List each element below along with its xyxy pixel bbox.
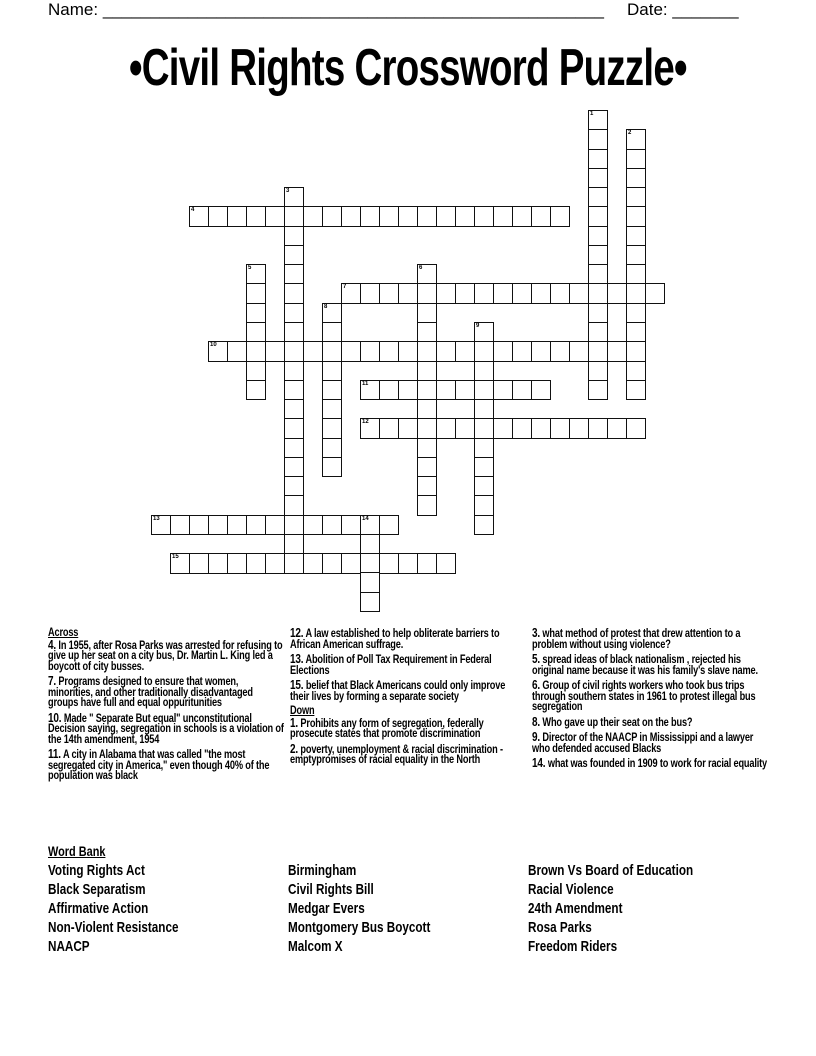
crossword-cell[interactable]: [341, 553, 361, 573]
crossword-cell[interactable]: [303, 553, 323, 573]
crossword-cell[interactable]: [417, 399, 437, 419]
crossword-cell[interactable]: [322, 206, 342, 226]
crossword-cell[interactable]: [512, 380, 532, 400]
crossword-cell[interactable]: [417, 476, 437, 496]
crossword-cell[interactable]: [474, 438, 494, 458]
crossword-cell[interactable]: [645, 283, 665, 303]
crossword-cell[interactable]: [227, 206, 247, 226]
crossword-cell[interactable]: [379, 515, 399, 535]
crossword-cell[interactable]: [626, 361, 646, 381]
word-bank-item: Non-Violent Resistance: [48, 919, 179, 936]
crossword-cell[interactable]: [189, 553, 209, 573]
word-bank-item: Freedom Riders: [528, 938, 618, 955]
crossword-cell[interactable]: [246, 303, 266, 323]
clue-item: [290, 680, 518, 702]
crossword-cell[interactable]: [626, 168, 646, 188]
crossword-cell[interactable]: [246, 283, 266, 303]
clue-item: [290, 654, 518, 676]
crossword-cell[interactable]: [436, 380, 456, 400]
crossword-cell[interactable]: [474, 283, 494, 303]
crossword-cell[interactable]: [284, 322, 304, 342]
crossword-cell[interactable]: [322, 380, 342, 400]
clue-number-label: 13.: [290, 652, 304, 666]
clue-number: 2: [628, 130, 632, 137]
crossword-cell[interactable]: [588, 206, 608, 226]
crossword-cell[interactable]: [398, 380, 418, 400]
clue-number-label: 1.: [290, 715, 299, 730]
word-bank-item: Birmingham: [288, 862, 357, 879]
date-blank: _______: [672, 0, 739, 19]
crossword-cell[interactable]: [626, 129, 646, 149]
crossword-cell[interactable]: [474, 476, 494, 496]
clue-number-label: 15.: [290, 678, 304, 692]
clue-number: 1: [590, 111, 594, 117]
crossword-cell[interactable]: [246, 361, 266, 381]
crossword-cell[interactable]: [227, 553, 247, 573]
crossword-cell[interactable]: [569, 418, 589, 438]
clue-number: 3: [286, 188, 290, 195]
crossword-cell[interactable]: [246, 341, 266, 361]
crossword-cell[interactable]: [379, 553, 399, 573]
crossword-cell[interactable]: [284, 534, 304, 554]
crossword-cell[interactable]: [626, 264, 646, 284]
crossword-cell[interactable]: [588, 187, 608, 207]
crossword-cell[interactable]: [360, 283, 380, 303]
word-bank-item: Brown Vs Board of Education: [528, 862, 694, 879]
crossword-cell[interactable]: [284, 341, 304, 361]
clues-column-3: [532, 628, 772, 774]
crossword-cell[interactable]: [531, 418, 551, 438]
crossword-cell[interactable]: [360, 592, 380, 612]
clue-text: A law established to help obliterate barriers to African American suffrage.: [290, 628, 500, 651]
clue-text: Programs designed to ensure that women, minorities, and other traditionally disadvantaged groups have full and equal oppuritunities: [48, 676, 253, 709]
crossword-cell[interactable]: [588, 361, 608, 381]
crossword-cell[interactable]: [417, 361, 437, 381]
crossword-cell[interactable]: [569, 283, 589, 303]
clue-number: 4: [191, 207, 195, 214]
clue-number: 8: [324, 303, 328, 310]
crossword-cell[interactable]: [417, 303, 437, 323]
crossword-cell[interactable]: [360, 418, 380, 438]
crossword-cell[interactable]: [360, 206, 380, 226]
clue-number-label: 9.: [532, 730, 541, 744]
crossword-cell[interactable]: [417, 553, 437, 573]
crossword-cell[interactable]: [265, 341, 285, 361]
clue-item: [48, 676, 284, 709]
crossword-cell[interactable]: [189, 206, 209, 226]
crossword-cell[interactable]: [493, 283, 513, 303]
word-bank-column-3: [528, 861, 693, 956]
crossword-cell[interactable]: [512, 341, 532, 361]
crossword-cell[interactable]: [322, 457, 342, 477]
clue-number: 11: [362, 380, 369, 387]
clue-number-label: 14.: [532, 756, 546, 770]
crossword-cell[interactable]: [493, 206, 513, 226]
crossword-cell[interactable]: [284, 226, 304, 246]
word-bank-item: Racial Violence: [528, 881, 614, 898]
crossword-cell[interactable]: [417, 341, 437, 361]
crossword-cell[interactable]: [284, 515, 304, 535]
crossword-cell[interactable]: [379, 206, 399, 226]
crossword-cell[interactable]: [208, 341, 228, 361]
crossword-cell[interactable]: [246, 553, 266, 573]
crossword-cell[interactable]: [493, 341, 513, 361]
crossword-cell[interactable]: [417, 380, 437, 400]
crossword-cell[interactable]: [322, 399, 342, 419]
clue-text: Group of civil rights workers who took bus trips through southern states in 1961 to protest illegal bus segregation: [532, 680, 756, 713]
crossword-cell[interactable]: [284, 495, 304, 515]
crossword-cell[interactable]: [474, 322, 494, 342]
clue-number: 5: [248, 265, 252, 272]
clue-item: [48, 637, 284, 673]
crossword-cell[interactable]: [265, 515, 285, 535]
crossword-cell[interactable]: [455, 206, 475, 226]
crossword-cell[interactable]: [607, 418, 627, 438]
crossword-cell[interactable]: [246, 322, 266, 342]
crossword-cell[interactable]: [322, 303, 342, 323]
crossword-cell[interactable]: [284, 553, 304, 573]
clue-item: [48, 749, 284, 782]
crossword-cell[interactable]: [284, 245, 304, 265]
crossword-cell[interactable]: [436, 418, 456, 438]
crossword-cell[interactable]: [398, 418, 418, 438]
crossword-cell[interactable]: [265, 206, 285, 226]
crossword-cell[interactable]: [455, 418, 475, 438]
crossword-cell[interactable]: [588, 303, 608, 323]
word-bank-item: Montgomery Bus Boycott: [288, 919, 431, 936]
word-bank-item: Rosa Parks: [528, 919, 592, 936]
crossword-cell[interactable]: [284, 399, 304, 419]
clue-number: 9: [476, 322, 480, 329]
crossword-cell[interactable]: [303, 515, 323, 535]
crossword-cell[interactable]: [550, 341, 570, 361]
crossword-cell[interactable]: [550, 206, 570, 226]
crossword-cell[interactable]: [322, 553, 342, 573]
clue-number-label: 3.: [532, 626, 541, 640]
clue-text: spread ideas of black nationalism , rejected his original name because it was his family's slave name.: [532, 654, 758, 677]
crossword-cell[interactable]: [322, 418, 342, 438]
clue-item: [532, 714, 772, 729]
crossword-cell[interactable]: [588, 168, 608, 188]
crossword-cell[interactable]: [588, 226, 608, 246]
clue-text: what method of protest that drew attention to a problem without using violence?: [532, 628, 741, 651]
crossword-cell[interactable]: [436, 341, 456, 361]
crossword-cell[interactable]: [208, 553, 228, 573]
crossword-cell[interactable]: [417, 264, 437, 284]
crossword-cell[interactable]: [417, 322, 437, 342]
date-label: Date:: [627, 0, 668, 19]
crossword-cell[interactable]: [569, 341, 589, 361]
clue-text: Who gave up their seat on the bus?: [542, 716, 693, 729]
crossword-cell[interactable]: [284, 206, 304, 226]
word-bank-item: Voting Rights Act: [48, 862, 145, 879]
crossword-cell[interactable]: [607, 341, 627, 361]
word-bank-item: Affirmative Action: [48, 900, 149, 917]
crossword-cell[interactable]: [626, 187, 646, 207]
clue-item: [532, 732, 772, 754]
crossword-cell[interactable]: [417, 495, 437, 515]
crossword-cell[interactable]: [474, 399, 494, 419]
clue-text: Made " Separate But equal" unconstitutional Decision saying, segregation in schools is a violation of the 14th amendment, 1954: [48, 712, 284, 746]
clue-text: Prohibits any form of segregation, federally prosecute states that promote discrimination: [290, 717, 484, 740]
crossword-cell[interactable]: [474, 418, 494, 438]
crossword-cell[interactable]: [588, 245, 608, 265]
clue-number: 7: [343, 284, 347, 291]
crossword-cell[interactable]: [588, 322, 608, 342]
clue-text: belief that Black Americans could only improve their lives by forming a separate society: [290, 680, 506, 703]
crossword-cell[interactable]: [493, 418, 513, 438]
crossword-cell[interactable]: [550, 283, 570, 303]
crossword-cell[interactable]: [284, 303, 304, 323]
crossword-cell[interactable]: [246, 264, 266, 284]
crossword-cell[interactable]: [303, 206, 323, 226]
crossword-cell[interactable]: [474, 495, 494, 515]
crossword-cell[interactable]: [417, 283, 437, 303]
crossword-cell[interactable]: [322, 438, 342, 458]
name-field[interactable]: [48, 0, 604, 20]
clue-number-label: 11.: [48, 747, 61, 761]
crossword-cell[interactable]: [626, 283, 646, 303]
crossword-cell[interactable]: [417, 418, 437, 438]
crossword-cell[interactable]: [322, 341, 342, 361]
crossword-cell[interactable]: [588, 110, 608, 130]
clue-number-label: 10.: [48, 710, 62, 725]
crossword-cell[interactable]: [474, 380, 494, 400]
clue-number-label: 8.: [532, 714, 541, 729]
crossword-cell[interactable]: [360, 515, 380, 535]
crossword-cell[interactable]: [626, 245, 646, 265]
crossword-cell[interactable]: [151, 515, 171, 535]
clue-number-label: 6.: [532, 678, 541, 692]
clue-number: 12: [362, 419, 369, 426]
crossword-cell[interactable]: [322, 515, 342, 535]
crossword-cell[interactable]: [284, 476, 304, 496]
name-label: Name:: [48, 0, 99, 19]
clue-item: [48, 710, 284, 746]
word-bank-item: Medgar Evers: [288, 900, 365, 917]
crossword-cell[interactable]: [455, 380, 475, 400]
crossword-cell[interactable]: [322, 322, 342, 342]
crossword-cell[interactable]: [531, 341, 551, 361]
clue-item: [532, 680, 772, 713]
crossword-cell[interactable]: [417, 438, 437, 458]
down-heading: Down: [290, 705, 315, 717]
crossword-cell[interactable]: [170, 515, 190, 535]
crossword-cell[interactable]: [341, 206, 361, 226]
crossword-cell[interactable]: [284, 264, 304, 284]
crossword-cell[interactable]: [588, 283, 608, 303]
clue-text: Abolition of Poll Tax Requirement in Federal Elections: [290, 654, 492, 677]
clue-text: In 1955, after Rosa Parks was arrested for refusing to give up her seat on a city bus, Dr. Martin L. King led a boycott of city busses.: [48, 639, 283, 673]
crossword-cell[interactable]: [626, 303, 646, 323]
crossword-cell[interactable]: [360, 380, 380, 400]
crossword-cell[interactable]: [227, 515, 247, 535]
crossword-cell[interactable]: [189, 515, 209, 535]
crossword-cell[interactable]: [417, 206, 437, 226]
crossword-cell[interactable]: [588, 341, 608, 361]
word-bank-item: Black Separatism: [48, 881, 146, 898]
word-bank-column-1: [48, 861, 178, 956]
clue-number-label: 5.: [532, 652, 541, 666]
crossword-cell[interactable]: [455, 341, 475, 361]
crossword-cell[interactable]: [474, 206, 494, 226]
crossword-cell[interactable]: [227, 341, 247, 361]
crossword-cell[interactable]: [531, 380, 551, 400]
crossword-cell[interactable]: [341, 341, 361, 361]
crossword-cell[interactable]: [379, 283, 399, 303]
crossword-cell[interactable]: [341, 515, 361, 535]
crossword-cell[interactable]: [588, 264, 608, 284]
clue-item: [290, 741, 518, 766]
clue-text: what was founded in 1909 to work for racial equality: [547, 758, 768, 770]
crossword-cell[interactable]: [303, 341, 323, 361]
crossword-cell[interactable]: [626, 322, 646, 342]
crossword-cell[interactable]: [474, 361, 494, 381]
clue-text: Director of the NAACP in Mississippi and a lawyer who defended accused Blacks: [532, 732, 754, 755]
crossword-cell[interactable]: [512, 418, 532, 438]
crossword-cell[interactable]: [550, 418, 570, 438]
crossword-cell[interactable]: [284, 361, 304, 381]
clue-number-label: 12.: [290, 626, 304, 640]
clue-item: [532, 654, 772, 676]
word-bank-heading: Word Bank: [48, 843, 106, 859]
crossword-cell[interactable]: [284, 187, 304, 207]
across-heading: Across: [48, 627, 79, 639]
clue-text: A city in Alabama that was called "the most segregated city in America," even though 40% of the population was black: [48, 749, 270, 782]
crossword-cell[interactable]: [398, 283, 418, 303]
crossword-cell[interactable]: [607, 283, 627, 303]
crossword-cell[interactable]: [284, 418, 304, 438]
word-bank-item: Civil Rights Bill: [288, 881, 374, 898]
crossword-cell[interactable]: [246, 380, 266, 400]
crossword-cell[interactable]: [626, 226, 646, 246]
crossword-cell[interactable]: [341, 283, 361, 303]
crossword-cell[interactable]: [360, 572, 380, 592]
crossword-cell[interactable]: [360, 534, 380, 554]
crossword-cell[interactable]: [626, 341, 646, 361]
page-title: •Civil Rights Crossword Puzzle•: [129, 39, 687, 97]
crossword-cell[interactable]: [474, 457, 494, 477]
crossword-cell[interactable]: [531, 283, 551, 303]
crossword-cell[interactable]: [436, 283, 456, 303]
crossword-cell[interactable]: [208, 515, 228, 535]
crossword-cell[interactable]: [626, 380, 646, 400]
clue-number: 13: [153, 515, 160, 522]
crossword-cell[interactable]: [379, 418, 399, 438]
crossword-cell[interactable]: [246, 206, 266, 226]
word-bank-column-2: [288, 861, 430, 956]
crossword-cell[interactable]: [360, 341, 380, 361]
word-bank-item: Malcom X: [288, 938, 343, 955]
crossword-cell[interactable]: [474, 341, 494, 361]
clue-number-label: 4.: [48, 637, 57, 652]
clue-text: poverty, unemployment & racial discrimination - emptypromises of racial equality in the North: [290, 743, 503, 766]
word-bank-item: 24th Amendment: [528, 900, 623, 917]
crossword-cell[interactable]: [474, 515, 494, 535]
clue-item: [290, 715, 518, 740]
crossword-cell[interactable]: [398, 341, 418, 361]
crossword-cell[interactable]: [436, 553, 456, 573]
crossword-cell[interactable]: [512, 283, 532, 303]
clue-number: 14: [362, 515, 369, 522]
date-field[interactable]: [627, 0, 739, 20]
crossword-cell[interactable]: [626, 418, 646, 438]
clue-number: 10: [210, 342, 217, 349]
crossword-cell[interactable]: [626, 149, 646, 169]
crossword-cell[interactable]: [360, 553, 380, 573]
clue-item: [532, 628, 772, 650]
crossword-cell[interactable]: [417, 457, 437, 477]
clues-column-2: [290, 628, 518, 770]
name-blank: _____________________________________________________: [102, 0, 604, 19]
crossword-cell[interactable]: [531, 206, 551, 226]
crossword-cell[interactable]: [493, 380, 513, 400]
clue-number: 15: [172, 554, 179, 561]
crossword-cell[interactable]: [322, 361, 342, 381]
crossword-cell[interactable]: [512, 206, 532, 226]
crossword-cell[interactable]: [588, 149, 608, 169]
crossword-cell[interactable]: [379, 380, 399, 400]
crossword-cell[interactable]: [284, 283, 304, 303]
clue-item: [532, 758, 772, 770]
clue-number: 6: [419, 265, 423, 272]
crossword-cell[interactable]: [588, 129, 608, 149]
crossword-cell[interactable]: [284, 457, 304, 477]
crossword-cell[interactable]: [208, 206, 228, 226]
crossword-cell[interactable]: [379, 341, 399, 361]
crossword-cell[interactable]: [588, 380, 608, 400]
clues-column-1: [48, 628, 284, 786]
crossword-cell[interactable]: [246, 515, 266, 535]
crossword-cell[interactable]: [436, 206, 456, 226]
clue-number-label: 2.: [290, 741, 299, 756]
crossword-cell[interactable]: [170, 553, 190, 573]
crossword-cell[interactable]: [455, 283, 475, 303]
crossword-cell[interactable]: [398, 206, 418, 226]
crossword-cell[interactable]: [284, 380, 304, 400]
clue-item: [290, 628, 518, 650]
crossword-cell[interactable]: [588, 418, 608, 438]
clue-number-label: 7.: [48, 674, 57, 688]
crossword-cell[interactable]: [398, 553, 418, 573]
crossword-cell[interactable]: [284, 438, 304, 458]
crossword-cell[interactable]: [265, 553, 285, 573]
crossword-cell[interactable]: [626, 206, 646, 226]
word-bank-item: NAACP: [48, 938, 90, 955]
